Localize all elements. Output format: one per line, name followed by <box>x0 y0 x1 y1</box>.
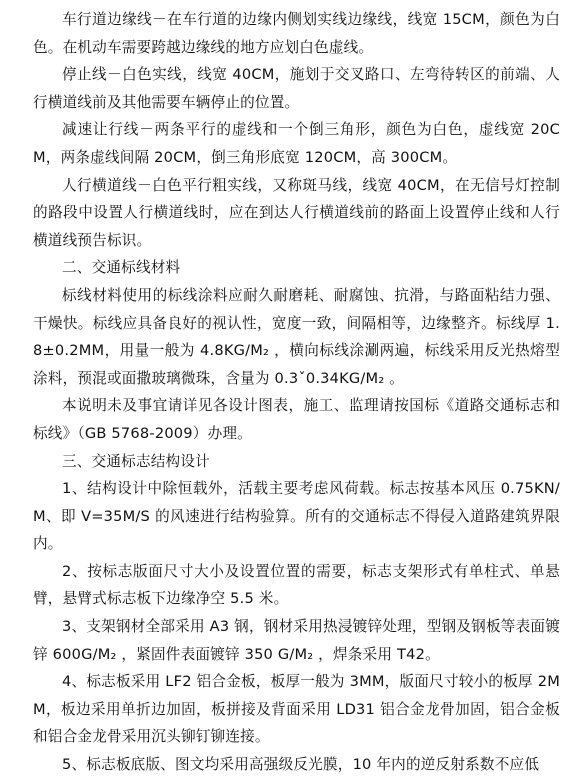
paragraph-structure-item-2: 2、按标志版面尺寸大小及设置位置的需要，标志支架形式有单柱式、单悬臂，悬臂式标志板下边缘净空 5.5 米。 <box>33 562 560 608</box>
paragraph-crosswalk-line: 人行横道线－白色平行粗实线，又称斑马线，线宽 40CM，在无信号灯控制的路段中设置人行横道线时，应在到达人行横道线前的路面上设置停止线和人行横道线预告标识。 <box>33 176 560 249</box>
section-heading-sign-structure: 三、交通标志结构设计 <box>62 452 210 470</box>
paragraph-marking-materials: 标线材料使用的标线涂料应耐久耐磨耗、耐腐蚀、抗滑，与路面粘结力强、干燥快。标线应具备良好的视认性，宽度一致，间隔相等，边缘整齐。标线厚 1.8±0.2MM，用量一般为 4.8KG/M₂ ，横向标线涂涮两遍，标线采用反光热熔型涂料，预混或面撒玻璃微珠，含量为 0.3ˇ0.34KG/M₂ 。 <box>33 286 560 387</box>
paragraph-structure-item-5: 5、标志板底版、图文均采用高强级反光膜，10 年内的逆反射系数不应低 <box>62 756 540 774</box>
paragraph-yield-line: 减速让行线－两条平行的虚线和一个倒三角形，颜色为白色，虚线宽 20CM，两条虚线间隔 20CM，倒三角形底宽 120CM，高 300CM。 <box>33 121 560 166</box>
paragraph-edge-line: 车行道边缘线－在车行道的边缘内侧划实线边缘线，线宽 15CM，颜色为白色。在机动车需要跨越边缘线的地方应划白色虚线。 <box>33 11 560 56</box>
paragraph-standard-reference: 本说明未及事宜请详见各设计图表，施工、监理请按国标《道路交通标志和标线》（GB 5768-2009）办理。 <box>33 397 560 442</box>
paragraph-structure-item-3: 3、支架钢材全部采用 A3 钢，钢材采用热浸镀锌处理，型钢及钢板等表面镀锌 600G/M₂ ，紧固件表面镀锌 350 G/M₂ ，焊条采用 T42。 <box>33 618 560 663</box>
paragraph-structure-item-1: 1、结构设计中除恒载外，活载主要考虑风荷载。标志按基本风压 0.75KN/M、即 V=35M/S 的风速进行结构验算。所有的交通标志不得侵入道路建筑界限内。 <box>33 480 560 553</box>
section-heading-marking-materials: 二、交通标线材料 <box>62 259 181 277</box>
paragraph-stop-line: 停止线－白色实线，线宽 40CM，施划于交叉路口、左弯待转区的前端、人行横道线前及其他需要车辆停止的位置。 <box>33 66 560 111</box>
paragraph-structure-item-4: 4、标志板采用 LF2 铝合金板，板厚一般为 3MM，版面尺寸较小的板厚 2MM，板边采用单折边加固，板拼接及背面采用 LD31 铝合金龙骨加固，铝合金板和铝合金龙骨采用沉头铆钉铆连接。 <box>33 673 560 746</box>
